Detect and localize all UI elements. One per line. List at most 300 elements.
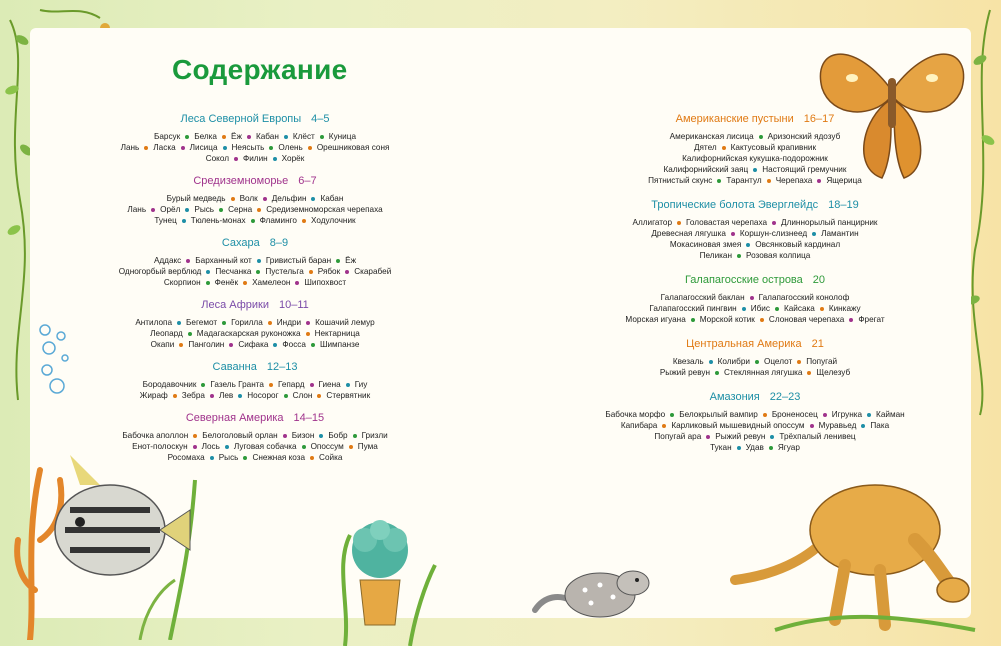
animal-name: Морской котик bbox=[699, 315, 755, 324]
animal-name: Горилла bbox=[231, 318, 263, 327]
bullet-dot-icon bbox=[295, 281, 299, 285]
bullet-dot-icon bbox=[763, 413, 767, 417]
animal-name: Лось bbox=[201, 442, 220, 451]
section-pages: 10–11 bbox=[278, 299, 309, 311]
bullet-dot-icon bbox=[755, 360, 759, 364]
animal-list-line bbox=[105, 430, 405, 441]
bullet-dot-icon bbox=[345, 270, 349, 274]
bullet-dot-icon bbox=[706, 435, 710, 439]
animal-name: Настоящий гремучник bbox=[762, 165, 847, 174]
bullet-dot-icon bbox=[243, 456, 247, 460]
section-name: Амазония bbox=[709, 391, 760, 403]
animal-name: Пака bbox=[870, 421, 890, 430]
animal-name: Дятел bbox=[693, 143, 717, 152]
bullet-dot-icon bbox=[210, 456, 214, 460]
animal-name: Енот-полоскун bbox=[132, 442, 188, 451]
animal-name: Оцелот bbox=[763, 357, 793, 366]
animal-list-line bbox=[585, 367, 925, 378]
bullet-dot-icon bbox=[742, 307, 746, 311]
section-name: Средиземноморье bbox=[193, 175, 289, 187]
bullet-dot-icon bbox=[797, 360, 801, 364]
bullet-dot-icon bbox=[769, 446, 773, 450]
animal-name: Фенёк bbox=[214, 278, 239, 287]
bullet-dot-icon bbox=[737, 446, 741, 450]
animal-name: Бурый медведь bbox=[166, 194, 226, 203]
section-pages: 6–7 bbox=[298, 175, 317, 187]
bullet-dot-icon bbox=[269, 146, 273, 150]
bullet-dot-icon bbox=[229, 343, 233, 347]
bullet-dot-icon bbox=[353, 434, 357, 438]
bullet-dot-icon bbox=[206, 270, 210, 274]
animal-name: Галапагосский пингвин bbox=[649, 304, 737, 313]
bullet-dot-icon bbox=[737, 254, 741, 258]
toc-section-title[interactable] bbox=[585, 112, 925, 126]
animal-list-line bbox=[585, 431, 925, 442]
section-name: Центральная Америка bbox=[686, 338, 802, 350]
bullet-dot-icon bbox=[206, 281, 210, 285]
animal-name: Носорог bbox=[247, 391, 279, 400]
toc-section bbox=[585, 112, 925, 186]
animal-list-line bbox=[585, 303, 925, 314]
bullet-dot-icon bbox=[193, 434, 197, 438]
animal-name: Попугай ара bbox=[654, 432, 702, 441]
animal-name: Тукан bbox=[710, 443, 732, 452]
animal-name: Фрегат bbox=[858, 315, 885, 324]
animal-name: Окапи bbox=[150, 340, 175, 349]
toc-section bbox=[105, 411, 405, 463]
toc-section bbox=[105, 236, 405, 288]
animal-list-line bbox=[105, 153, 405, 164]
animal-name: Аддакс bbox=[153, 256, 182, 265]
section-name: Галапагосские острова bbox=[684, 274, 803, 286]
animal-name: Слоновая черепаха bbox=[768, 315, 845, 324]
bullet-dot-icon bbox=[273, 157, 277, 161]
bullet-dot-icon bbox=[691, 318, 695, 322]
animal-name: Ягуар bbox=[777, 443, 800, 452]
animal-name: Слон bbox=[292, 391, 313, 400]
bullet-dot-icon bbox=[311, 197, 315, 201]
bullet-dot-icon bbox=[311, 343, 315, 347]
animal-name: Стервятник bbox=[326, 391, 371, 400]
bullet-dot-icon bbox=[247, 135, 251, 139]
animal-list-line bbox=[585, 239, 925, 250]
bullet-dot-icon bbox=[320, 135, 324, 139]
bullet-dot-icon bbox=[219, 208, 223, 212]
animal-list-line bbox=[585, 142, 925, 153]
animal-name: Бобр bbox=[328, 431, 348, 440]
toc-left-column bbox=[105, 112, 405, 473]
animal-name: Барханный кот bbox=[195, 256, 252, 265]
animal-list-line bbox=[105, 328, 405, 339]
bullet-dot-icon bbox=[151, 208, 155, 212]
bullet-dot-icon bbox=[284, 135, 288, 139]
bullet-dot-icon bbox=[812, 232, 816, 236]
animal-name: Рыжий ревун bbox=[659, 368, 710, 377]
animal-name: Рысь bbox=[218, 453, 239, 462]
animal-name: Тунец bbox=[154, 216, 177, 225]
bullet-dot-icon bbox=[775, 307, 779, 311]
bullet-dot-icon bbox=[823, 413, 827, 417]
animal-list-line bbox=[105, 390, 405, 401]
animal-name: Кинкажу bbox=[828, 304, 861, 313]
animal-name: Длиннорылый панцирник bbox=[781, 218, 878, 227]
animal-name: Луговая собачка bbox=[233, 442, 297, 451]
animal-name: Снежная коза bbox=[252, 453, 306, 462]
bullet-dot-icon bbox=[302, 219, 306, 223]
animal-name: Ибис bbox=[750, 304, 770, 313]
bullet-dot-icon bbox=[849, 318, 853, 322]
bullet-dot-icon bbox=[193, 445, 197, 449]
animal-name: Ёж bbox=[230, 132, 242, 141]
toc-section bbox=[585, 273, 925, 325]
section-pages: 16–17 bbox=[803, 113, 835, 125]
bullet-dot-icon bbox=[750, 296, 754, 300]
animal-list-line bbox=[585, 250, 925, 261]
animal-name: Коршун-слизнеед bbox=[739, 229, 808, 238]
animal-name: Рябок bbox=[317, 267, 341, 276]
animal-name: Пустельга bbox=[265, 267, 304, 276]
bullet-dot-icon bbox=[188, 332, 192, 336]
animal-list-line bbox=[105, 255, 405, 266]
animal-name: Жираф bbox=[139, 391, 168, 400]
bullet-dot-icon bbox=[810, 424, 814, 428]
animal-name: Тюлень-монах bbox=[190, 216, 246, 225]
bullet-dot-icon bbox=[817, 179, 821, 183]
bullet-dot-icon bbox=[231, 197, 235, 201]
animal-name: Кабан bbox=[320, 194, 344, 203]
animal-name: Ёж bbox=[345, 256, 357, 265]
animal-name: Орешниковая соня bbox=[316, 143, 390, 152]
kangaroo-illustration bbox=[715, 440, 985, 640]
bullet-dot-icon bbox=[186, 259, 190, 263]
page-title: Содержание bbox=[172, 54, 348, 85]
animal-list-line bbox=[105, 131, 405, 142]
animal-name: Гиена bbox=[318, 380, 341, 389]
animal-name: Кошачий лемур bbox=[315, 318, 375, 327]
bullet-dot-icon bbox=[144, 146, 148, 150]
animal-name: Барсук bbox=[153, 132, 181, 141]
animal-name: Ящерица bbox=[826, 176, 862, 185]
animal-name: Хамелеон bbox=[252, 278, 291, 287]
toc-section-title[interactable] bbox=[585, 390, 925, 404]
animal-name: Зебра bbox=[181, 391, 205, 400]
animal-list-line bbox=[105, 204, 405, 215]
bullet-dot-icon bbox=[722, 146, 726, 150]
section-pages: 20 bbox=[812, 274, 826, 286]
animal-name: Кабан bbox=[255, 132, 279, 141]
bullet-dot-icon bbox=[273, 343, 277, 347]
toc-section-title[interactable] bbox=[105, 411, 405, 425]
bullet-dot-icon bbox=[753, 168, 757, 172]
toc-section-title[interactable] bbox=[585, 273, 925, 287]
animal-name: Кайсака bbox=[783, 304, 815, 313]
section-name: Леса Африки bbox=[201, 299, 269, 311]
animal-name: Розовая колпица bbox=[745, 251, 811, 260]
animal-list-line bbox=[105, 441, 405, 452]
bullet-dot-icon bbox=[820, 307, 824, 311]
bullet-dot-icon bbox=[302, 445, 306, 449]
bullet-dot-icon bbox=[717, 179, 721, 183]
bullet-dot-icon bbox=[201, 383, 205, 387]
animal-name: Кайман bbox=[876, 410, 905, 419]
bullet-dot-icon bbox=[179, 343, 183, 347]
animal-name: Аллигатор bbox=[632, 218, 673, 227]
section-name: Американские пустыни bbox=[675, 113, 794, 125]
section-pages: 21 bbox=[811, 338, 824, 350]
bullet-dot-icon bbox=[677, 221, 681, 225]
animal-name: Черепаха bbox=[775, 176, 813, 185]
bullet-dot-icon bbox=[181, 146, 185, 150]
animal-name: Серна bbox=[228, 205, 253, 214]
animal-list-line bbox=[585, 164, 925, 175]
bullet-dot-icon bbox=[767, 179, 771, 183]
animal-name: Песчанка bbox=[215, 267, 252, 276]
toc-section-title[interactable] bbox=[105, 174, 405, 188]
animal-name: Бизон bbox=[291, 431, 315, 440]
bullet-dot-icon bbox=[283, 434, 287, 438]
animal-name: Куница bbox=[328, 132, 356, 141]
animal-name: Волк bbox=[239, 194, 258, 203]
bullet-dot-icon bbox=[709, 360, 713, 364]
animal-name: Панголин bbox=[188, 340, 225, 349]
bullet-dot-icon bbox=[349, 445, 353, 449]
animal-name: Белка bbox=[194, 132, 217, 141]
animal-name: Тарантул bbox=[726, 176, 762, 185]
animal-list-line bbox=[105, 379, 405, 390]
animal-name: Антилопа bbox=[135, 318, 173, 327]
bullet-dot-icon bbox=[317, 394, 321, 398]
animal-name: Рысь bbox=[194, 205, 215, 214]
animal-name: Нектарница bbox=[314, 329, 360, 338]
animal-list-line bbox=[585, 175, 925, 186]
bullet-dot-icon bbox=[268, 321, 272, 325]
bullet-dot-icon bbox=[182, 219, 186, 223]
animal-list-line bbox=[105, 339, 405, 350]
animal-name: Клёст bbox=[292, 132, 315, 141]
animal-list-line bbox=[585, 292, 925, 303]
bullet-dot-icon bbox=[210, 394, 214, 398]
animal-name: Морская игуана bbox=[625, 315, 686, 324]
section-name: Тропические болота Эверглейдс bbox=[651, 199, 819, 211]
bullet-dot-icon bbox=[257, 208, 261, 212]
animal-list-line bbox=[105, 142, 405, 153]
section-pages: 8–9 bbox=[269, 237, 289, 249]
animal-name: Лань bbox=[120, 143, 140, 152]
animal-name: Галапагосский конолоф bbox=[758, 293, 850, 302]
bullet-dot-icon bbox=[257, 259, 261, 263]
bullet-dot-icon bbox=[346, 383, 350, 387]
section-pages: 14–15 bbox=[293, 412, 325, 424]
animal-list-line bbox=[105, 452, 405, 463]
animal-name: Стеклянная лягушка bbox=[723, 368, 803, 377]
animal-name: Ласка bbox=[153, 143, 176, 152]
animal-list-line bbox=[585, 131, 925, 142]
animal-name: Галапагосский баклан bbox=[660, 293, 745, 302]
bullet-dot-icon bbox=[177, 321, 181, 325]
animal-name: Скорпион bbox=[163, 278, 201, 287]
bullet-dot-icon bbox=[310, 383, 314, 387]
animal-name: Филин bbox=[243, 154, 268, 163]
bullet-dot-icon bbox=[306, 332, 310, 336]
animal-name: Овсянковый кардинал bbox=[755, 240, 841, 249]
bullet-dot-icon bbox=[772, 221, 776, 225]
animal-name: Фламинго bbox=[259, 216, 297, 225]
animal-name: Древесная лягушка bbox=[651, 229, 726, 238]
bullet-dot-icon bbox=[234, 157, 238, 161]
quoll-illustration bbox=[525, 555, 655, 625]
animal-list-line bbox=[105, 215, 405, 226]
bullet-dot-icon bbox=[256, 270, 260, 274]
animal-list-line bbox=[585, 442, 925, 453]
section-name: Северная Америка bbox=[185, 412, 284, 424]
animal-name: Ходулочник bbox=[310, 216, 356, 225]
bullet-dot-icon bbox=[867, 413, 871, 417]
bullet-dot-icon bbox=[770, 435, 774, 439]
animal-name: Трёхпалый ленивец bbox=[779, 432, 856, 441]
bullet-dot-icon bbox=[310, 456, 314, 460]
animal-name: Леопард bbox=[150, 329, 183, 338]
animal-list-line bbox=[585, 314, 925, 325]
animal-name: Калифорнийская кукушка-подорожник bbox=[682, 154, 828, 163]
toc-section-title[interactable] bbox=[105, 112, 405, 126]
bullet-dot-icon bbox=[731, 232, 735, 236]
animal-name: Бородавочник bbox=[142, 380, 197, 389]
animal-name: Попугай bbox=[806, 357, 838, 366]
animal-name: Сокол bbox=[205, 154, 229, 163]
toc-section bbox=[105, 298, 405, 350]
animal-name: Бабочка аполлон bbox=[122, 431, 189, 440]
bullet-dot-icon bbox=[309, 270, 313, 274]
toc-section-title[interactable] bbox=[585, 198, 925, 212]
section-pages: 22–23 bbox=[769, 391, 801, 403]
animal-name: Кактусовый крапивник bbox=[730, 143, 817, 152]
animal-name: Аризонский ядозуб bbox=[767, 132, 841, 141]
bullet-dot-icon bbox=[319, 434, 323, 438]
toc-section bbox=[105, 174, 405, 226]
bullet-dot-icon bbox=[225, 445, 229, 449]
section-name: Саванна bbox=[212, 361, 257, 373]
animal-name: Бабочка морфо bbox=[605, 410, 666, 419]
animal-name: Гризли bbox=[361, 431, 388, 440]
bullet-dot-icon bbox=[306, 321, 310, 325]
animal-name: Лев bbox=[218, 391, 234, 400]
animal-name: Лань bbox=[127, 205, 147, 214]
animal-list-line bbox=[585, 409, 925, 420]
bullet-dot-icon bbox=[223, 146, 227, 150]
animal-name: Росомаха bbox=[167, 453, 205, 462]
animal-name: Головастая черепаха bbox=[686, 218, 768, 227]
animal-name: Муравьед bbox=[818, 421, 857, 430]
toc-section bbox=[585, 390, 925, 453]
animal-name: Дельфин bbox=[271, 194, 307, 203]
animal-list-line bbox=[585, 228, 925, 239]
animal-name: Мокасиновая змея bbox=[669, 240, 742, 249]
bullet-dot-icon bbox=[308, 146, 312, 150]
animal-name: Бегемот bbox=[186, 318, 218, 327]
animal-name: Средиземноморская черепаха bbox=[266, 205, 383, 214]
toc-right-column bbox=[585, 112, 925, 465]
animal-name: Опоссум bbox=[310, 442, 344, 451]
animal-name: Шипохвост bbox=[304, 278, 347, 287]
animal-name: Шимпанзе bbox=[319, 340, 360, 349]
animal-name: Белоголовый орлан bbox=[202, 431, 278, 440]
section-pages: 4–5 bbox=[311, 113, 330, 125]
animal-name: Неясыть bbox=[231, 143, 265, 152]
bullet-dot-icon bbox=[746, 243, 750, 247]
bullet-dot-icon bbox=[670, 413, 674, 417]
animal-name: Карликовый мышевидный опоссум bbox=[671, 421, 805, 430]
bullet-dot-icon bbox=[185, 135, 189, 139]
animal-name: Хорёк bbox=[281, 154, 305, 163]
section-pages: 18–19 bbox=[828, 199, 859, 211]
animal-name: Одногорбый верблюд bbox=[118, 267, 202, 276]
bullet-dot-icon bbox=[760, 318, 764, 322]
animal-name: Американская лисица bbox=[669, 132, 754, 141]
animal-name: Ламантин bbox=[821, 229, 859, 238]
animal-name: Лисица bbox=[189, 143, 218, 152]
animal-name: Газель Гранта bbox=[210, 380, 264, 389]
toc-section bbox=[105, 360, 405, 401]
animal-name: Орёл bbox=[160, 205, 181, 214]
bullet-dot-icon bbox=[715, 371, 719, 375]
bullet-dot-icon bbox=[263, 197, 267, 201]
animal-name: Игрунка bbox=[831, 410, 863, 419]
animal-name: Пятнистый скунс bbox=[648, 176, 713, 185]
animal-list-line bbox=[585, 420, 925, 431]
toc-section bbox=[585, 198, 925, 261]
toc-section-title[interactable] bbox=[585, 337, 925, 351]
animal-list-line bbox=[585, 356, 925, 367]
bullet-dot-icon bbox=[238, 394, 242, 398]
bullet-dot-icon bbox=[251, 219, 255, 223]
animal-name: Пума bbox=[357, 442, 378, 451]
animal-name: Калифорнийский заяц bbox=[663, 165, 749, 174]
bullet-dot-icon bbox=[759, 135, 763, 139]
animal-name: Удав bbox=[745, 443, 764, 452]
bullet-dot-icon bbox=[336, 259, 340, 263]
anemone-illustration bbox=[315, 505, 445, 646]
toc-section-title[interactable] bbox=[105, 298, 405, 312]
section-name: Сахара bbox=[221, 237, 260, 249]
bullet-dot-icon bbox=[269, 383, 273, 387]
animal-name: Сойка bbox=[319, 453, 343, 462]
animal-list-line bbox=[585, 217, 925, 228]
animal-name: Рыжий ревун bbox=[715, 432, 766, 441]
bullet-dot-icon bbox=[662, 424, 666, 428]
animal-list-line bbox=[105, 317, 405, 328]
bullet-dot-icon bbox=[222, 135, 226, 139]
bullet-dot-icon bbox=[807, 371, 811, 375]
animal-name: Олень bbox=[278, 143, 303, 152]
animal-name: Скарабей bbox=[354, 267, 392, 276]
animal-name: Гиу bbox=[354, 380, 368, 389]
bullet-dot-icon bbox=[173, 394, 177, 398]
animal-list-line bbox=[105, 266, 405, 277]
animal-name: Индри bbox=[276, 318, 302, 327]
toc-section-title[interactable] bbox=[105, 360, 405, 374]
animal-name: Гривистый баран bbox=[265, 256, 332, 265]
animal-name: Капибара bbox=[620, 421, 658, 430]
animal-name: Пеликан bbox=[699, 251, 732, 260]
animal-list-line bbox=[585, 153, 925, 164]
section-pages: 12–13 bbox=[266, 361, 298, 373]
animal-list-line bbox=[105, 193, 405, 204]
bullet-dot-icon bbox=[284, 394, 288, 398]
toc-section-title[interactable] bbox=[105, 236, 405, 250]
animal-list-line bbox=[105, 277, 405, 288]
bubbles-decoration bbox=[35, 320, 85, 400]
bullet-dot-icon bbox=[243, 281, 247, 285]
